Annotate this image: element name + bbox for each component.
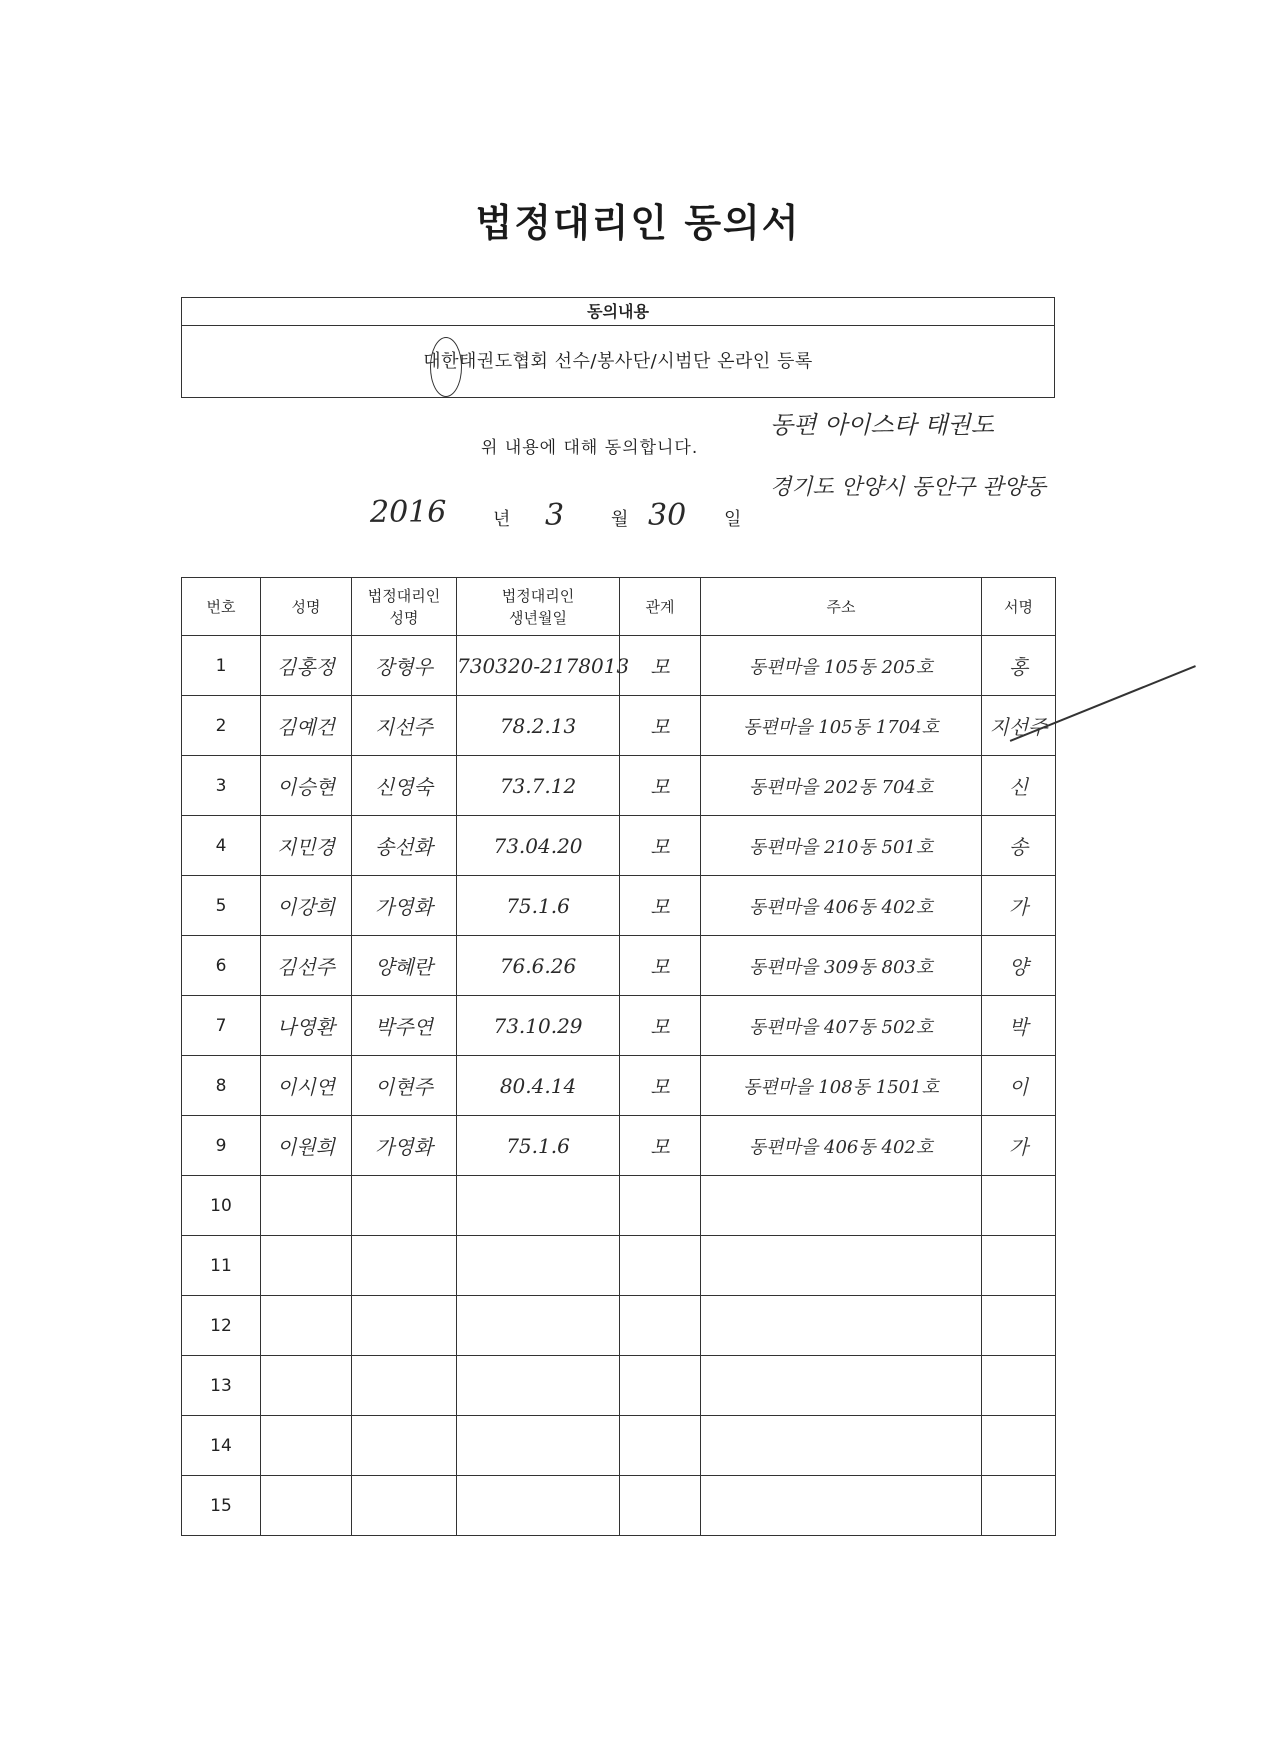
row-relation-text: 모	[650, 1135, 670, 1159]
row-signature	[982, 996, 1056, 1056]
row-name	[261, 1236, 352, 1296]
table-row	[182, 1296, 1056, 1356]
row-number-text: 8	[215, 1075, 227, 1096]
row-relation	[620, 876, 701, 936]
row-relation-text: 모	[650, 955, 670, 979]
row-address	[701, 1476, 982, 1536]
row-address	[701, 996, 982, 1056]
row-name-text: 김예건	[277, 715, 335, 739]
row-name	[261, 756, 352, 816]
row-guardian-name-text: 박주연	[375, 1015, 433, 1039]
handwritten-circle-mark	[430, 337, 462, 397]
row-guardian-name	[352, 1236, 457, 1296]
row-address	[701, 756, 982, 816]
header-guardian-birth	[457, 578, 620, 636]
row-name	[261, 1356, 352, 1416]
row-number	[182, 696, 261, 756]
row-address	[701, 696, 982, 756]
row-name	[261, 696, 352, 756]
row-signature-text: 지선주	[989, 715, 1048, 739]
row-name	[261, 996, 352, 1056]
date-year: 2016	[370, 495, 447, 530]
table-row	[182, 1476, 1056, 1536]
row-number	[182, 1416, 261, 1476]
row-relation-text: 모	[650, 1015, 670, 1039]
row-name	[261, 876, 352, 936]
row-number	[182, 876, 261, 936]
row-number	[182, 1356, 261, 1416]
row-signature-text: 신	[1008, 775, 1029, 799]
row-guardian-birth	[457, 1296, 620, 1356]
table-row	[182, 1176, 1056, 1236]
row-guardian-birth	[457, 756, 620, 816]
date-month-unit: 월	[611, 509, 629, 530]
row-address	[701, 1356, 982, 1416]
header-guardian-birth-line1: 법정대리인	[501, 586, 575, 605]
row-name	[261, 1056, 352, 1116]
row-name-text: 이승현	[277, 775, 335, 799]
roster-table	[181, 577, 1056, 1536]
row-guardian-birth-text: 80.4.14	[499, 1073, 577, 1098]
row-number	[182, 1296, 261, 1356]
table-row	[182, 1116, 1056, 1176]
handwritten-address: 경기도 안양시 동안구 관양동	[770, 475, 1047, 500]
document-title: 법정대리인 동의서	[475, 201, 801, 245]
row-address-text: 동편마을 309동 803호	[748, 956, 934, 978]
row-guardian-name-text: 신영숙	[375, 775, 433, 799]
row-guardian-birth	[457, 1236, 620, 1296]
row-address	[701, 636, 982, 696]
row-signature-text: 가	[1008, 895, 1029, 919]
row-guardian-birth-text: 73.7.12	[499, 773, 577, 798]
row-address	[701, 1176, 982, 1236]
row-relation	[620, 1416, 701, 1476]
row-guardian-name	[352, 756, 457, 816]
date-year-unit: 년	[493, 509, 511, 530]
row-relation	[620, 1356, 701, 1416]
row-guardian-name	[352, 1476, 457, 1536]
row-name-text: 김선주	[277, 955, 335, 979]
table-row	[182, 816, 1056, 876]
row-number	[182, 936, 261, 996]
row-name	[261, 1476, 352, 1536]
row-address	[701, 1236, 982, 1296]
row-relation	[620, 1236, 701, 1296]
row-guardian-name	[352, 1176, 457, 1236]
row-signature	[982, 1356, 1056, 1416]
row-relation	[620, 1476, 701, 1536]
row-signature	[982, 816, 1056, 876]
row-number	[182, 1116, 261, 1176]
handwritten-org: 동편 아이스타 태권도	[770, 411, 994, 439]
row-relation-text: 모	[650, 835, 670, 859]
row-signature-text: 가	[1008, 1135, 1029, 1159]
row-signature	[982, 1176, 1056, 1236]
table-row	[182, 636, 1056, 696]
table-row	[182, 876, 1056, 936]
row-signature	[982, 636, 1056, 696]
row-number-text: 9	[215, 1135, 227, 1156]
header-no: 번호	[182, 578, 261, 636]
row-name-text: 이시연	[277, 1075, 335, 1099]
row-number-text: 2	[215, 715, 227, 736]
date-day-unit: 일	[724, 509, 742, 530]
row-name-text: 나영환	[277, 1015, 335, 1039]
row-number-text: 5	[215, 895, 227, 916]
row-guardian-birth	[457, 1056, 620, 1116]
header-relation: 관계	[620, 578, 701, 636]
row-signature-text: 홍	[1008, 655, 1029, 679]
row-number-text: 7	[215, 1015, 227, 1036]
table-row	[182, 996, 1056, 1056]
row-guardian-name	[352, 696, 457, 756]
row-number	[182, 756, 261, 816]
row-signature-text: 양	[1008, 955, 1029, 979]
row-guardian-name-text: 가영화	[375, 1135, 433, 1159]
row-signature	[982, 756, 1056, 816]
row-guardian-birth	[457, 1356, 620, 1416]
table-row	[182, 1416, 1056, 1476]
header-address: 주소	[701, 578, 982, 636]
table-header-row	[182, 578, 1056, 636]
row-guardian-name	[352, 1416, 457, 1476]
row-relation-text: 모	[650, 1075, 670, 1099]
row-number	[182, 1236, 261, 1296]
row-signature	[982, 876, 1056, 936]
row-relation-text: 모	[650, 655, 670, 679]
row-signature	[982, 1416, 1056, 1476]
row-number-text: 6	[215, 955, 227, 976]
row-name	[261, 1116, 352, 1176]
header-guardian-name	[352, 578, 457, 636]
row-address	[701, 1116, 982, 1176]
row-name	[261, 1296, 352, 1356]
date-day: 30	[648, 498, 687, 533]
header-name: 성명	[261, 578, 352, 636]
date-month: 3	[545, 498, 565, 533]
row-name-text: 이강희	[277, 895, 335, 919]
row-address-text: 동편마을 210동 501호	[748, 836, 934, 858]
row-signature-text: 박	[1008, 1015, 1029, 1039]
row-address	[701, 1296, 982, 1356]
row-signature-text: 송	[1008, 835, 1029, 859]
row-address-text: 동편마을 105동 205호	[748, 656, 934, 678]
row-guardian-birth	[457, 696, 620, 756]
row-guardian-name-text: 가영화	[375, 895, 433, 919]
row-guardian-birth-text: 73.10.29	[493, 1013, 583, 1038]
row-guardian-name	[352, 876, 457, 936]
agreement-text: 위 내용에 대해 동의합니다.	[481, 438, 699, 458]
row-guardian-birth	[457, 936, 620, 996]
header-guardian-name-line2: 성명	[389, 608, 419, 627]
row-relation-text: 모	[650, 775, 670, 799]
row-signature	[982, 1296, 1056, 1356]
table-row	[182, 696, 1056, 756]
row-address	[701, 1416, 982, 1476]
row-number-text: 12	[210, 1315, 232, 1336]
row-guardian-birth	[457, 1116, 620, 1176]
row-name-text: 이원희	[277, 1135, 335, 1159]
row-relation	[620, 636, 701, 696]
table-row	[182, 936, 1056, 996]
row-signature-text: 이	[1008, 1075, 1029, 1099]
row-relation	[620, 1116, 701, 1176]
row-name-text: 김홍정	[277, 655, 335, 679]
row-guardian-birth-text: 730320-2178013	[457, 653, 630, 678]
row-guardian-name-text: 양혜란	[375, 955, 433, 979]
row-address	[701, 936, 982, 996]
row-name	[261, 1416, 352, 1476]
row-signature	[982, 936, 1056, 996]
row-guardian-name	[352, 1056, 457, 1116]
row-signature	[982, 1116, 1056, 1176]
row-relation	[620, 1056, 701, 1116]
row-guardian-birth-text: 78.2.13	[499, 713, 577, 738]
row-relation	[620, 756, 701, 816]
row-number-text: 3	[215, 775, 227, 796]
row-signature	[982, 1476, 1056, 1536]
row-guardian-birth	[457, 876, 620, 936]
row-guardian-birth	[457, 1416, 620, 1476]
row-relation	[620, 936, 701, 996]
row-number-text: 14	[210, 1435, 232, 1456]
consent-body: 대한태권도협회 선수/봉사단/시범단 온라인 등록	[423, 351, 813, 372]
row-guardian-birth-text: 76.6.26	[499, 953, 577, 978]
header-guardian-birth-line2: 생년월일	[509, 608, 567, 627]
row-address-text: 동편마을 105동 1704호	[743, 716, 939, 738]
row-guardian-birth-text: 75.1.6	[506, 1133, 570, 1158]
row-guardian-name-text: 지선주	[375, 715, 433, 739]
row-number-text: 4	[215, 835, 227, 856]
row-relation	[620, 696, 701, 756]
row-relation-text: 모	[650, 715, 670, 739]
row-address-text: 동편마을 108동 1501호	[743, 1076, 939, 1098]
row-number	[182, 1176, 261, 1236]
row-guardian-birth	[457, 1476, 620, 1536]
row-relation	[620, 996, 701, 1056]
row-guardian-birth	[457, 1176, 620, 1236]
row-relation	[620, 816, 701, 876]
row-address-text: 동편마을 406동 402호	[748, 896, 934, 918]
row-guardian-name	[352, 936, 457, 996]
row-guardian-birth	[457, 996, 620, 1056]
row-name	[261, 936, 352, 996]
row-name	[261, 636, 352, 696]
row-guardian-name	[352, 1356, 457, 1416]
row-relation-text: 모	[650, 895, 670, 919]
row-number-text: 10	[210, 1195, 232, 1216]
table-row	[182, 1356, 1056, 1416]
row-address-text: 동편마을 406동 402호	[748, 1136, 934, 1158]
row-address-text: 동편마을 407동 502호	[748, 1016, 934, 1038]
row-address	[701, 816, 982, 876]
row-name	[261, 816, 352, 876]
row-relation	[620, 1296, 701, 1356]
header-signature: 서명	[982, 578, 1056, 636]
table-row	[182, 1236, 1056, 1296]
table-row	[182, 1056, 1056, 1116]
row-guardian-name	[352, 1116, 457, 1176]
row-address-text: 동편마을 202동 704호	[748, 776, 934, 798]
row-guardian-birth	[457, 816, 620, 876]
row-relation	[620, 1176, 701, 1236]
row-number	[182, 1056, 261, 1116]
row-number	[182, 816, 261, 876]
row-number-text: 15	[210, 1495, 232, 1516]
table-row	[182, 756, 1056, 816]
row-guardian-name-text: 송선화	[375, 835, 433, 859]
row-guardian-name	[352, 636, 457, 696]
row-signature	[982, 1056, 1056, 1116]
consent-header: 동의내용	[182, 298, 1054, 326]
header-guardian-name-line1: 법정대리인	[367, 586, 441, 605]
consent-box	[181, 297, 1055, 398]
row-number	[182, 996, 261, 1056]
row-guardian-birth	[457, 636, 630, 696]
row-name	[261, 1176, 352, 1236]
row-number-text: 13	[210, 1375, 232, 1396]
row-guardian-name	[352, 1296, 457, 1356]
row-guardian-name-text: 장형우	[375, 655, 433, 679]
row-number-text: 11	[210, 1255, 232, 1276]
row-number-text: 1	[215, 655, 227, 676]
row-signature	[982, 1236, 1056, 1296]
row-address	[701, 876, 982, 936]
row-guardian-name	[352, 816, 457, 876]
row-guardian-birth-text: 75.1.6	[506, 893, 570, 918]
row-guardian-birth-text: 73.04.20	[493, 833, 583, 858]
row-guardian-name-text: 이현주	[375, 1075, 433, 1099]
row-address	[701, 1056, 982, 1116]
row-number	[182, 1476, 261, 1536]
row-name-text: 지민경	[277, 835, 335, 859]
row-number	[182, 636, 261, 696]
row-guardian-name	[352, 996, 457, 1056]
